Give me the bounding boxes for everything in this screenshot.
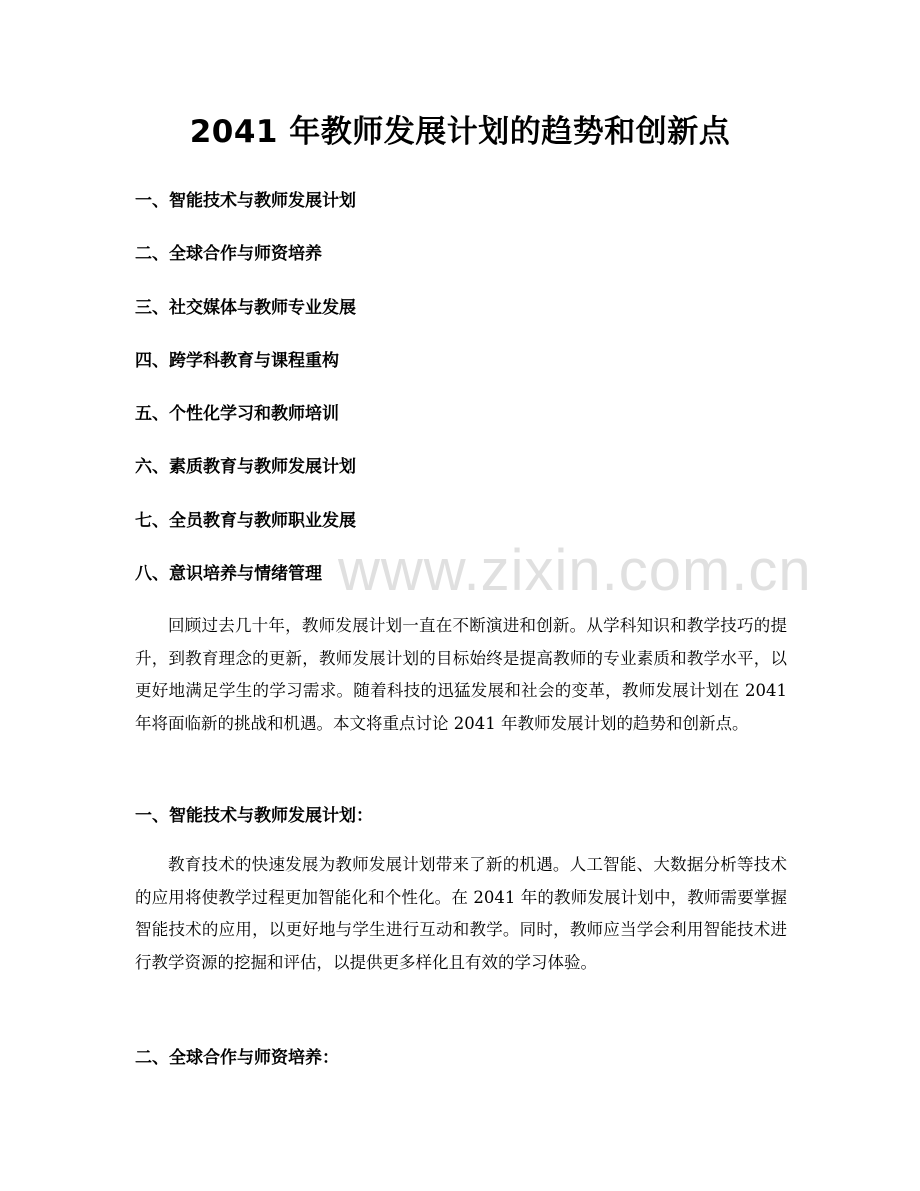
toc-item: 六、素质教育与教师发展计划 — [135, 457, 356, 478]
toc-item: 八、意识培养与情绪管理 — [135, 564, 322, 585]
section-heading: 二、全球合作与师资培养： — [135, 1048, 339, 1068]
table-of-contents — [135, 184, 795, 610]
toc-item: 四、跨学科教育与课程重构 — [135, 350, 339, 371]
intro-paragraph: 回顾过去几十年，教师发展计划一直在不断演进和创新。从学科知识和教学技巧的提升，到教育理念的更新，教师发展计划的目标始终是提高教师的专业素质和教学水平，以更好地满足学生的学习需求。随着科技的迅猛发展和社会的变革，教师发展计划在 2041 年将面临新的挑战和机遇。本文将重点讨论 2041 年教师发展计划的趋势和创新点。 — [135, 616, 787, 733]
watermark: www.zixin.com.cn — [338, 538, 812, 603]
toc-item: 一、智能技术与教师发展计划 — [135, 191, 356, 211]
toc-item: 三、社交媒体与教师专业发展 — [135, 297, 356, 318]
toc-item: 五、个性化学习和教师培训 — [135, 404, 339, 425]
section-paragraph: 教育技术的快速发展为教师发展计划带来了新的机遇。人工智能、大数据分析等技术的应用将使教学过程更加智能化和个性化。在 2041 年的教师发展计划中，教师需要掌握智能技术的应用，以更好地与学生进行互动和教学。同时，教师应当学会利用智能技术进行教学资源的挖掘和评估，以提供更多样化且有效的学习体验。 — [135, 855, 787, 972]
document-title: 2041 年教师发展计划的趋势和创新点 — [189, 114, 731, 150]
toc-item: 七、全员教育与教师职业发展 — [135, 510, 356, 531]
toc-item: 二、全球合作与师资培养 — [135, 244, 322, 265]
section-heading: 一、智能技术与教师发展计划： — [135, 806, 373, 826]
